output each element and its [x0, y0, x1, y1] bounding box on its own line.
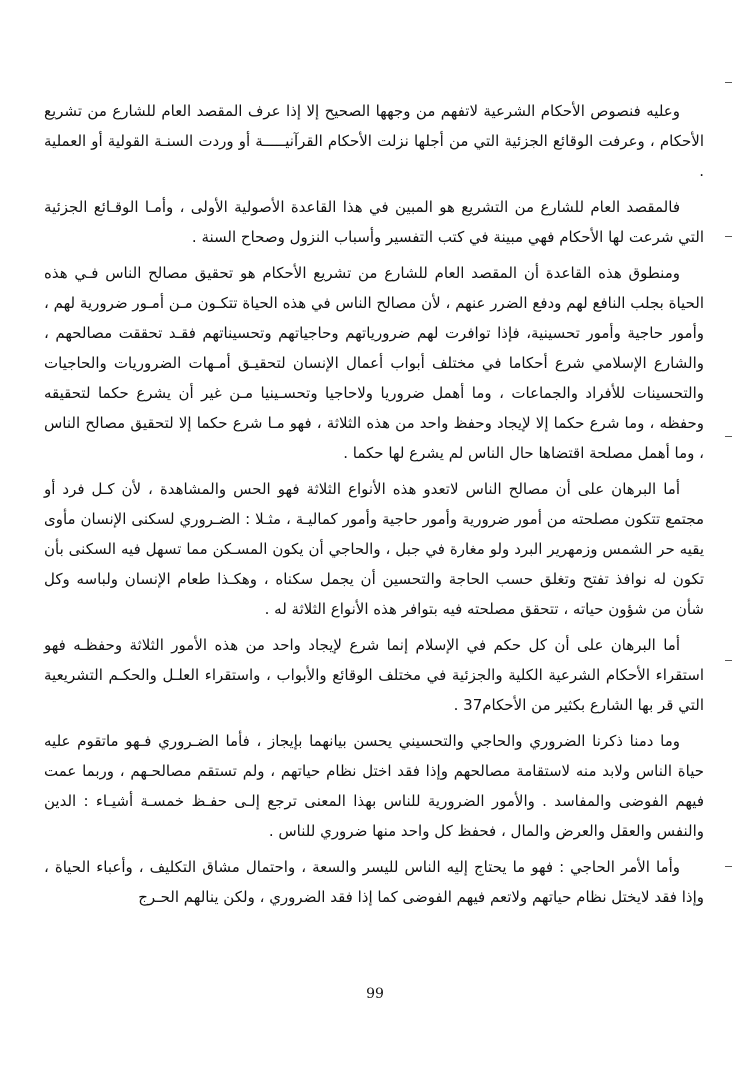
scan-edge-mark	[725, 82, 732, 83]
paragraph: وما دمنا ذكرنا الضروري والحاجي والتحسيني يحسن بيانهما بإيجاز ، فأما الضـروري فـهو ماتقوم عليه حياة الناس ولابد منه لاستقامة مصالحهم وإذا فقد اختل نظام حياتهم ، ولم تستقم مصالحـهم ، وربما عمت فيهم الفوضى والمفاسد . والأمور الضرورية للناس بهذا المعنى ترجع إلـى حفـظ خمسـة أشيـاء : الدين والنفس والعقل والعرض والمال ، فحفظ كل واحد منها ضروري للناس .	[44, 732, 704, 840]
page-number: 99	[366, 986, 384, 1002]
paragraph: ومنطوق هذه القاعدة أن المقصد العام للشارع من تشريع الأحكام هو تحقيق مصالح الناس فـي هذه الحياة بجلب النافع لهم ودفع الضرر عنهم ، لأن مصالح الناس في هذه الحياة تتكـون مـن أمـور ضرورية لهم ، وأمور حاجية وأمور تحسينية، فإذا توافرت لهم ضرورياتهم وحاجياتهم وتحسيناتهم فقـد تحققت مصالحهم ، والشارع الإسلامي شرع أحكاما في مختلف أبواب أعمال الإنسان لتحقيـق أمـهات الضروريات والحاجيات والتحسينات للأفراد والجماعات ، وما أهمل ضروريا ولاحاجيا وتحسـينيا مـن غير أن يشرع حكما لتحقيقه وحفظه ، وما شرع حكما إلا لإيجاد وحفظ واحد من هذه الثلاثة ، فهو مـا شرع حكما إلا لتحقيق مصالح الناس ، وما أهمل مصلحة اقتضاها حال الناس لم يشرع لها حكما .	[44, 264, 704, 462]
paragraph: وأما الأمر الحاجي : فهو ما يحتاج إليه الناس لليسر والسعة ، واحتمال مشاق التكليف ، وأعباء الحياة ، وإذا فقد لايختل نظام حياتهم ولاتعم فيهم الفوضى كما إذا فقد الضروري ، ولكن ينالهم الحـرج	[44, 858, 704, 906]
paragraph: أما البرهان على أن مصالح الناس لاتعدو هذه الأنواع الثلاثة فهو الحس والمشاهدة ، لأن كـل فرد أو مجتمع تتكون مصلحته من أمور ضرورية وأمور حاجية وأمور كماليـة ، مثـلا : الضـروري لسكنى الإنسان مأوى يقيه حر الشمس وزمهرير البرد ولو مغارة في جبل ، والحاجي أن يكون المسـكن مما تسهل فيه السكنى بأن تكون له نوافذ تفتح وتغلق حسب الحاجة والتحسين أن يجمل سكناه ، وهكـذا طعام الإنسان ولباسه وكل شأن من شؤون حياته ، تتحقق مصلحته فيه بتوافر هذه الأنواع الثلاثة له .	[44, 480, 704, 618]
paragraph: فالمقصد العام للشارع من التشريع هو المبين في هذا القاعدة الأصولية الأولى ، وأمـا الوقـائع الجزئية التي شرعت لها الأحكام فهي مبينة في كتب التفسير وأسباب النزول وصحاح السنة .	[44, 198, 704, 246]
body-text	[44, 96, 704, 912]
scan-edge-mark	[725, 236, 732, 237]
paragraph: وعليه فنصوص الأحكام الشرعية لاتفهم من وجهها الصحيح إلا إذا عرف المقصد العام للشارع من تشريع الأحكام ، وعرفت الوقائع الجزئية التي من أجلها نزلت الأحكام القرآنيـــــة أو وردت السنـة القولية أو العملية .	[44, 102, 704, 180]
paragraph: أما البرهان على أن كل حكم في الإسلام إنما شرع لإيجاد واحد من هذه الأمور الثلاثة وحفظـه فهو استقراء الأحكام الشرعية الكلية والجزئية في مختلف الوقائع والأبواب ، واستقراء العلـل والحكـم التشريعية التي قر بها الشارع بكثير من الأحكام37 .	[44, 636, 704, 714]
scan-edge-mark	[725, 866, 732, 867]
scan-edge-mark	[725, 660, 732, 661]
scan-edge-mark	[725, 436, 732, 437]
